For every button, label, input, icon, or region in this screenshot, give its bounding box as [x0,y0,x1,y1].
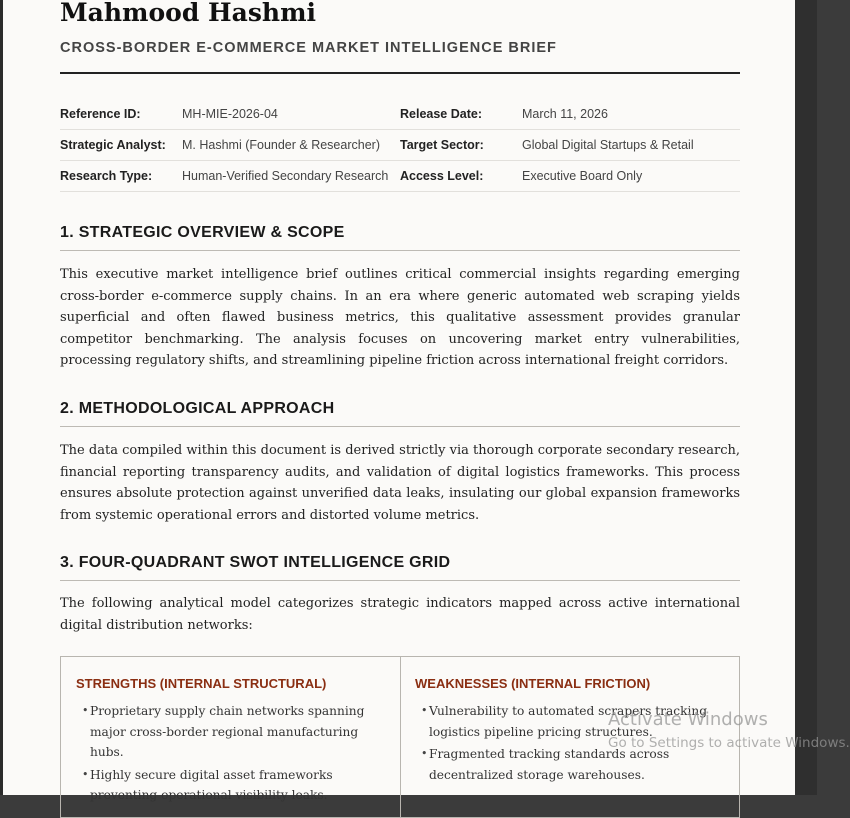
metadata-value: Executive Board Only [522,169,643,183]
list-item: • Highly secure digital asset frameworks preventing operational visibility leaks. [83,765,388,806]
document-page [3,0,795,802]
metadata-row [60,130,740,161]
metadata-label: Reference ID: [60,107,141,121]
metadata-value: M. Hashmi (Founder & Researcher) [182,138,380,152]
metadata-value: Human-Verified Secondary Research [182,169,389,183]
viewer-right-gutter [795,0,817,795]
section-body-methodology: The data compiled within this document is derived strictly via thorough corporate secondary research, financial reporting transparency audits, and validation of digital logistics frameworks. This process ensures absolute protection against unverified data leaks, insulating our global expansion frameworks from systemic operational errors and distorted volume metrics. [60,443,740,523]
metadata-label: Research Type: [60,169,153,183]
section-heading-swot: 3. FOUR-QUADRANT SWOT INTELLIGENCE GRID [60,554,740,581]
weaknesses-list [422,701,727,787]
metadata-label: Release Date: [400,107,482,121]
watermark-line-1: Activate Windows [608,709,768,730]
swot-grid [60,656,740,818]
section-heading-overview: 1. STRATEGIC OVERVIEW & SCOPE [60,224,740,251]
list-item: • Proprietary supply chain networks spanning major cross-border regional manufacturing hubs. [83,701,388,763]
author-name: Mahmood Hashmi [60,0,317,27]
metadata-value: MH-MIE-2026-04 [182,107,278,121]
brief-title: CROSS-BORDER E-COMMERCE MARKET INTELLIGENCE BRIEF [60,40,557,56]
swot-strengths-quadrant [61,657,401,817]
metadata-value: March 11, 2026 [522,107,608,121]
metadata-label: Target Sector: [400,138,484,152]
metadata-label: Strategic Analyst: [60,138,166,152]
section-body-overview: This executive market intelligence brief outlines critical commercial insights regarding emerging cross-border e-commerce supply chains. In an era where generic automated web scraping yields superficial and often flawed business metrics, this qualitative assessment provides granular competitor benchmarking. The analysis focuses on uncovering market entry vulnerabilities, processing regulatory shifts, and streamlining pipeline friction across international freight corridors. [60,267,740,368]
weaknesses-title: WEAKNESSES (INTERNAL FRICTION) [415,676,651,691]
metadata-row [60,99,740,130]
strengths-list [83,701,388,808]
swot-weaknesses-quadrant [400,657,739,817]
metadata-label: Access Level: [400,169,484,183]
metadata-table [60,99,740,192]
strengths-title: STRENGTHS (INTERNAL STRUCTURAL) [76,676,327,691]
list-item: • Vulnerability to automated scrapers tracking logistics pipeline pricing structures. [422,701,727,742]
list-item: • Fragmented tracking standards across decentralized storage warehouses. [422,744,727,785]
metadata-row [60,161,740,192]
section-heading-methodology: 2. METHODOLOGICAL APPROACH [60,400,740,427]
title-divider [60,72,740,74]
section-body-swot: The following analytical model categorizes strategic indicators mapped across active international digital distribution networks: [60,596,740,633]
watermark-line-2: Go to Settings to activate Windows. [608,735,850,751]
metadata-value: Global Digital Startups & Retail [522,138,694,152]
